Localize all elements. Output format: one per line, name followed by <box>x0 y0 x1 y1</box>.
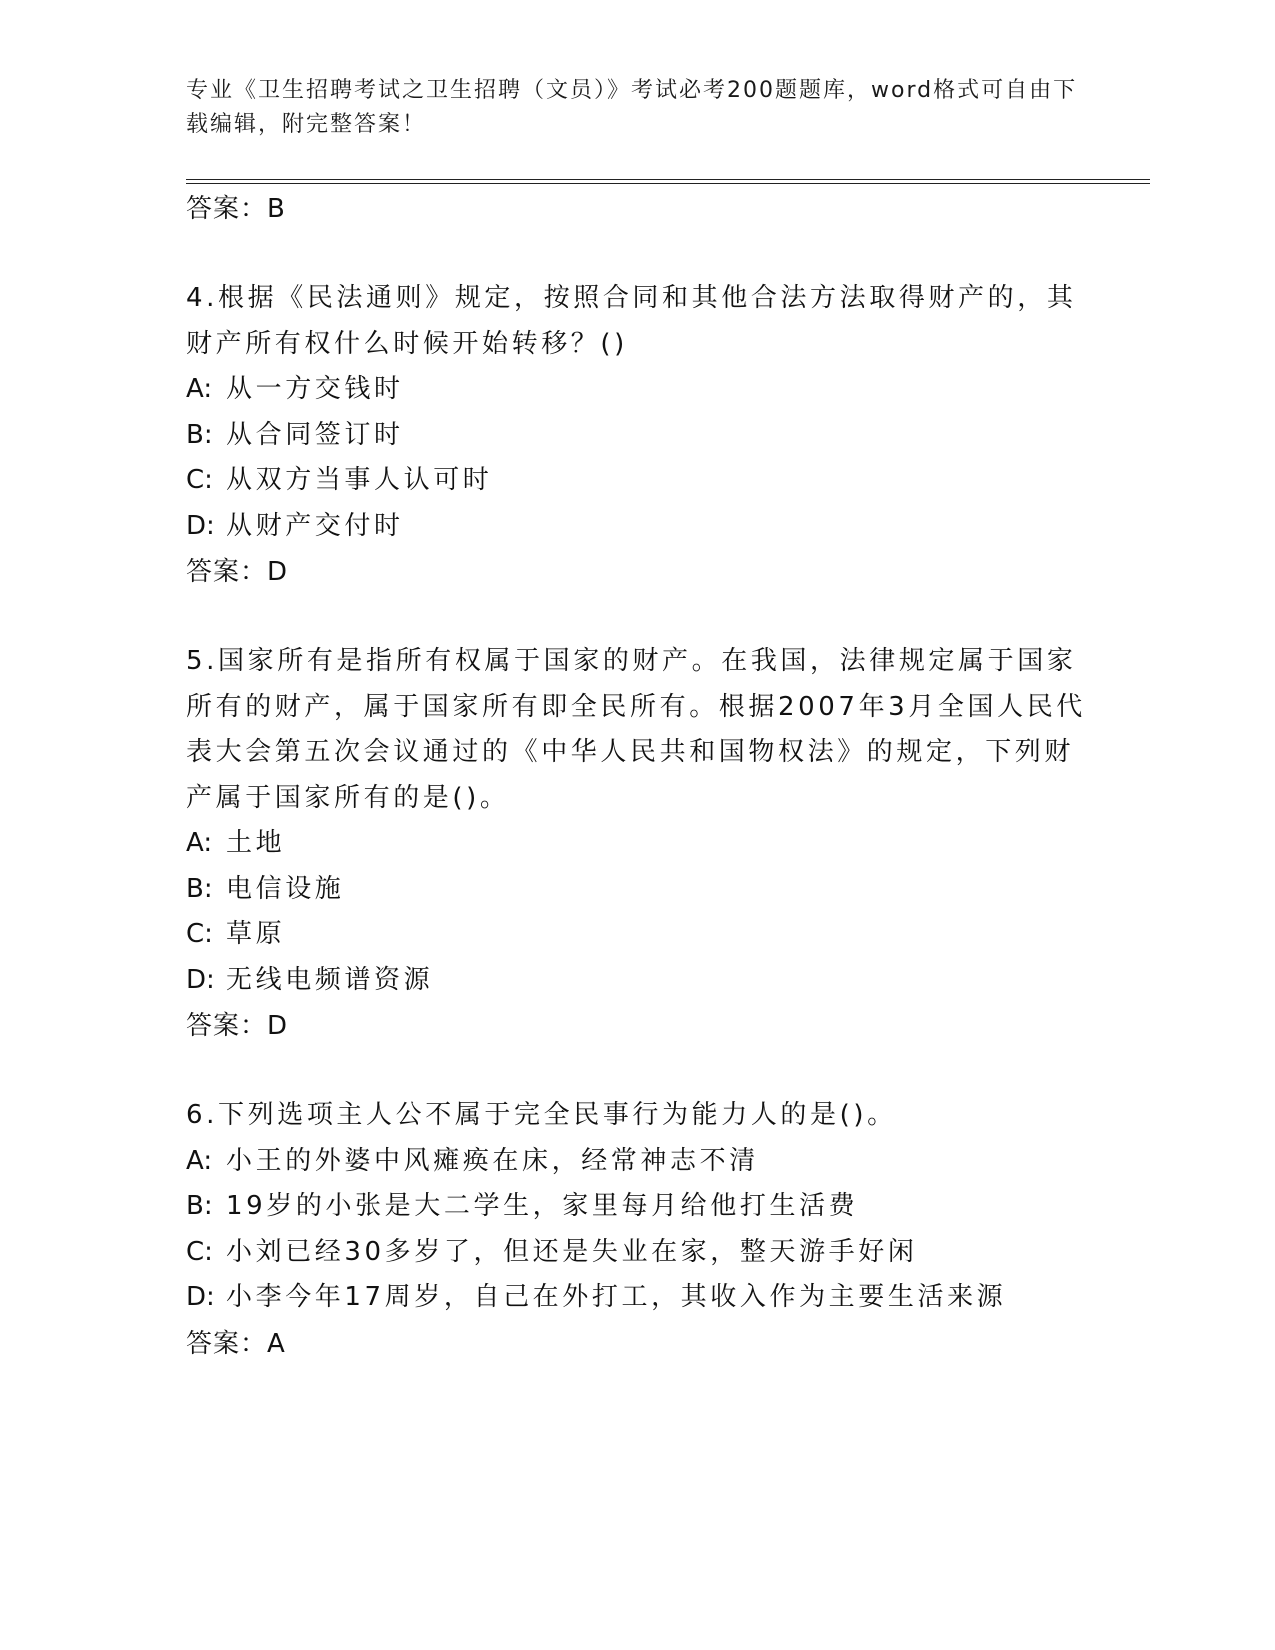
question-stem: 国家所有是指所有权属于国家的财产。在我国，法律规定属于国家所有的财产，属于国家所有即全民所有。根据2007年3月全国人民代表大会第五次会议通过的《中华人民共和国物权法》的规定，下列财产属于国家所有的是()。 <box>186 646 1086 813</box>
option-key: A: <box>186 828 213 858</box>
option-key: D: <box>186 964 215 995</box>
option-key: B: <box>186 1191 213 1221</box>
header-rule-bottom <box>186 183 1150 184</box>
option-text: 19岁的小张是大二学生，家里每月给他打生活费 <box>226 1191 859 1221</box>
header-rule-top <box>186 179 1150 180</box>
answer-line: 答案：D <box>186 557 289 587</box>
option-text: 无线电频谱资源 <box>226 964 434 995</box>
answer-line: 答案：A <box>186 1328 286 1359</box>
option-text: 土地 <box>226 828 286 858</box>
option-key: D: <box>186 510 215 541</box>
question-block <box>186 276 1086 595</box>
spacer <box>186 1049 1086 1093</box>
question-block <box>186 639 1086 1049</box>
option-b <box>186 1184 1086 1230</box>
option-d <box>186 504 1086 550</box>
option-a <box>186 367 1086 413</box>
answer-line: 答案：D <box>186 1011 289 1041</box>
question-block <box>186 1093 1086 1367</box>
option-key: B: <box>186 873 213 904</box>
question-stem: 根据《民法通则》规定，按照合同和其他合法方法取得财产的，其财产所有权什么时候开始转移？() <box>186 283 1077 359</box>
option-key: C: <box>186 1236 213 1267</box>
question-text <box>186 1093 1086 1139</box>
question-number: 5. <box>186 646 219 676</box>
question-text <box>186 276 1086 367</box>
option-d <box>186 958 1086 1004</box>
question-number: 4. <box>186 283 219 313</box>
option-text: 从双方当事人认可时 <box>226 465 493 495</box>
option-text: 从一方交钱时 <box>226 374 404 404</box>
option-d <box>186 1275 1086 1321</box>
question-stem: 下列选项主人公不属于完全民事行为能力人的是()。 <box>218 1100 897 1130</box>
option-b <box>186 867 1086 913</box>
document-header: 专业《卫生招聘考试之卫生招聘（文员）》考试必考200题题库，word格式可自由下载编辑，附完整答案！ <box>186 78 1078 137</box>
option-c <box>186 458 1086 504</box>
option-text: 电信设施 <box>226 873 345 904</box>
option-key: B: <box>186 419 213 450</box>
option-a <box>186 821 1086 867</box>
question-text <box>186 639 1086 821</box>
document-body <box>186 186 1086 1367</box>
question-number: 6. <box>186 1100 219 1130</box>
option-a <box>186 1139 1086 1185</box>
spacer <box>186 595 1086 639</box>
option-text: 从合同签订时 <box>226 419 404 450</box>
option-text: 小李今年17周岁，自己在外打工，其收入作为主要生活来源 <box>226 1282 1007 1312</box>
option-text: 小刘已经30多岁了，但还是失业在家，整天游手好闲 <box>226 1236 918 1267</box>
option-text: 草原 <box>226 919 286 949</box>
option-key: A: <box>186 374 213 404</box>
option-b <box>186 413 1086 459</box>
answer-line: 答案：B <box>186 194 286 224</box>
option-key: A: <box>186 1145 213 1176</box>
option-key: C: <box>186 465 213 495</box>
option-text: 小王的外婆中风瘫痪在床，经常神志不清 <box>226 1145 759 1176</box>
option-key: C: <box>186 919 213 949</box>
option-c <box>186 912 1086 958</box>
option-text: 从财产交付时 <box>226 510 404 541</box>
spacer <box>186 232 1086 276</box>
option-c <box>186 1230 1086 1276</box>
option-key: D: <box>186 1282 215 1312</box>
